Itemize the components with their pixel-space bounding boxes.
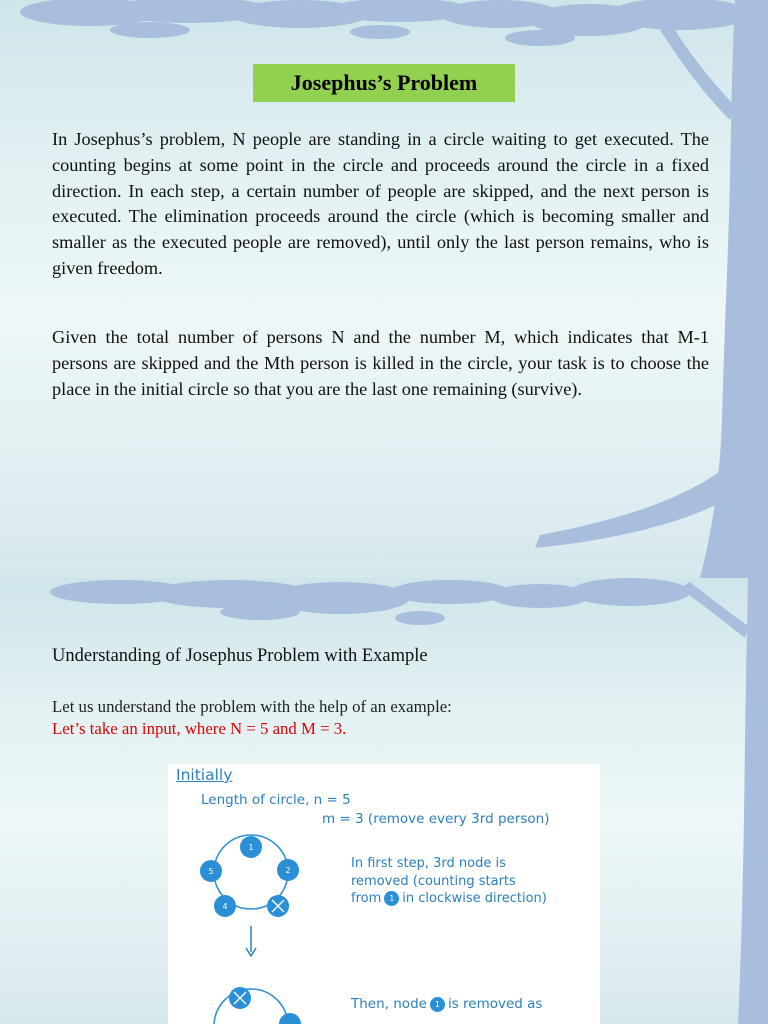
- node-1-removed: [229, 987, 251, 1009]
- node-4: [214, 895, 236, 917]
- intro-text: Let us understand the problem with the help of an example:: [52, 697, 452, 716]
- then-text-a: Then, node: [351, 996, 427, 1012]
- circle-diagram: [168, 764, 348, 1024]
- example-figure: [168, 764, 600, 1024]
- input-text: Let’s take an input, where N = 5 and M = 3.: [52, 719, 347, 738]
- step-direction-text: in clockwise direction): [402, 891, 547, 906]
- node-5: [200, 860, 222, 882]
- node-3-removed: [267, 895, 289, 917]
- figure-title: Initially: [176, 766, 233, 784]
- figure-step-text: [351, 855, 547, 908]
- node-2: [277, 859, 299, 881]
- svg-text:1: 1: [248, 843, 254, 852]
- svg-text:2: 2: [285, 866, 291, 875]
- page-title: Josephus’s Problem: [290, 70, 478, 95]
- figure-m-line: m = 3 (remove every 3rd person): [322, 811, 550, 827]
- node-1: [240, 836, 262, 858]
- arrow-down-icon: [246, 926, 256, 956]
- step-line-1: In first step, 3rd node is: [351, 856, 506, 871]
- then-text-b: is removed as: [447, 996, 543, 1012]
- svg-text:5: 5: [208, 867, 214, 876]
- step-line-3: [351, 890, 547, 908]
- svg-text:4: 4: [222, 902, 228, 911]
- figure-length-line: Length of circle, n = 5: [201, 792, 351, 808]
- paragraph-1: In Josephus’s problem, N people are standing in a circle waiting to get executed. The counting begins at some point in the circle and proceeds around the circle in a fixed direction. In each step, a certain number of people are skipped, and the next person is executed. The elimination proceeds around the circle (which is becoming smaller and smaller as the executed people are removed), until only the last person remains, who is given freedom.: [52, 129, 709, 278]
- figure-then-text: [351, 996, 542, 1012]
- paragraph-2: Given the total number of persons N and the number M, which indicates that M-1 persons are skipped and the Mth person is killed in the circle, your task is to choose the place in the initial circle so that you are the last one remaining (survive).: [52, 327, 709, 399]
- section-heading: Understanding of Josephus Problem with Example: [52, 646, 428, 666]
- node-2-partial: [279, 1013, 301, 1024]
- node-1-badge: 1: [430, 997, 445, 1012]
- title-box: [253, 64, 515, 102]
- step-from-text: from: [351, 891, 382, 906]
- step-line-2: removed (counting starts: [351, 873, 516, 889]
- node-1-badge: 1: [384, 891, 399, 906]
